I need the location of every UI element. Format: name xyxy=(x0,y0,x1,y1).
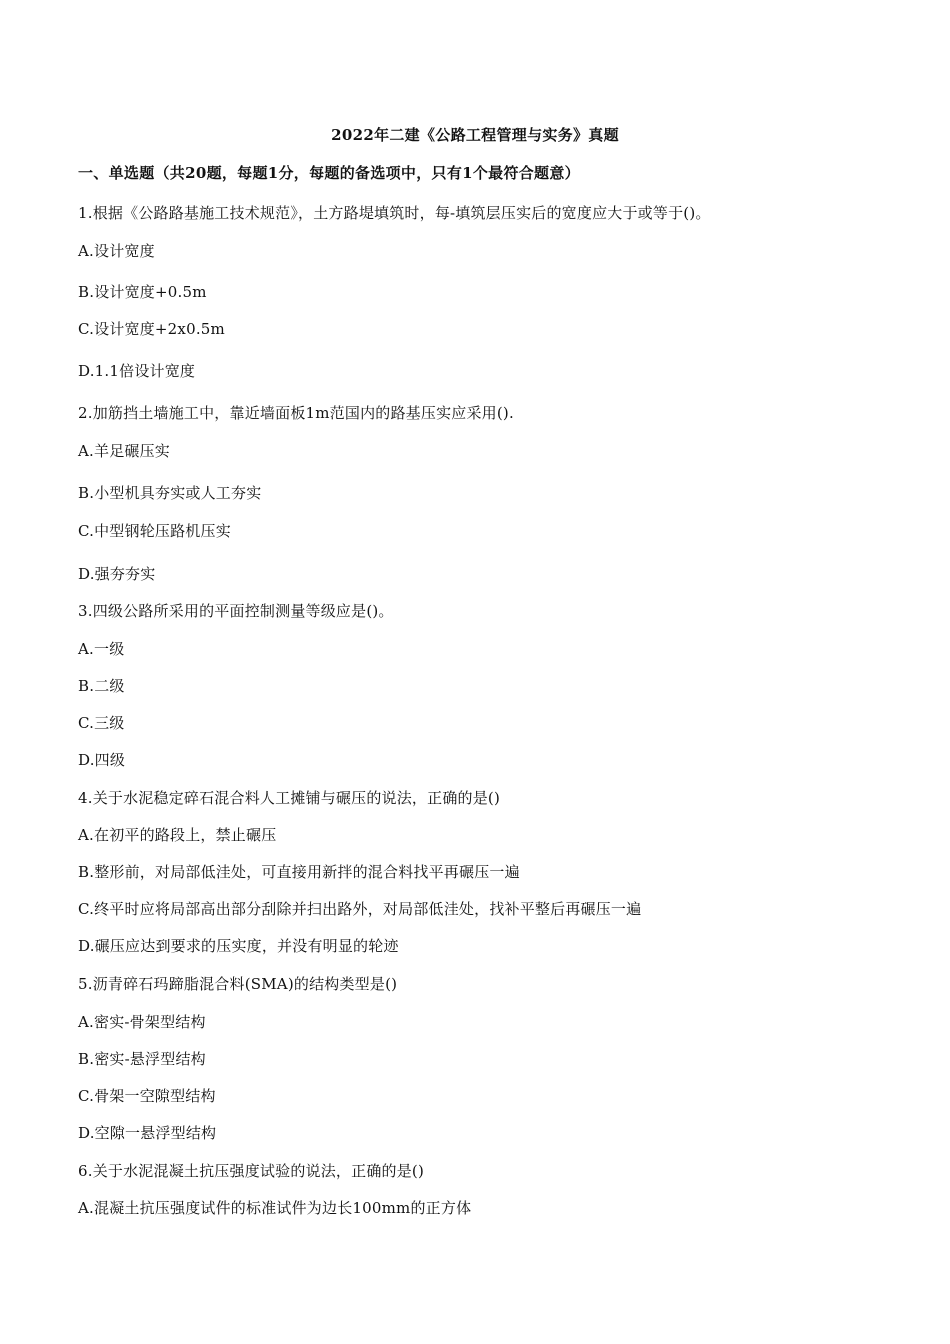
option-line: C.中型钢轮压路机压实 xyxy=(78,522,231,540)
option-line: A.在初平的路段上，禁止碾压 xyxy=(78,826,277,844)
option-line: A.一级 xyxy=(78,640,125,658)
option-line: A.设计宽度 xyxy=(78,242,155,260)
question-5: 5.沥青碎石玛蹄脂混合料(SMA)的结构类型是() xyxy=(78,975,398,993)
option-line: C.三级 xyxy=(78,714,125,732)
question-2: 2.加筋挡土墙施工中，靠近墙面板1m范国内的路基压实应采用(). xyxy=(78,404,514,422)
question-3: 3.四级公路所采用的平面控制测量等级应是()。 xyxy=(78,602,394,620)
question-6: 6.关于水泥混凝土抗压强度试验的说法，正确的是() xyxy=(78,1162,425,1180)
option-line: C.终平时应将局部高出部分刮除并扫出路外，对局部低洼处，找补平整后再碾压一遍 xyxy=(78,900,642,918)
section-heading: 一、单选题（共20题，每题1分，每题的备选项中，只有1个最符合题意） xyxy=(78,164,580,182)
option-line: B.密实-悬浮型结构 xyxy=(78,1050,206,1068)
option-line: B.二级 xyxy=(78,677,125,695)
question-1: 1.根据《公路路基施工技术规范》，土方路堤填筑时，每-填筑层压实后的宽度应大于或等于()。 xyxy=(78,204,711,222)
option-line: A.羊足碾压实 xyxy=(78,442,171,460)
option-line: D.强夯夯实 xyxy=(78,565,156,583)
option-line: C.设计宽度+2x0.5m xyxy=(78,320,225,338)
option-line: D.空隙一悬浮型结构 xyxy=(78,1124,217,1142)
option-line: B.小型机具夯实或人工夯实 xyxy=(78,484,262,502)
question-4: 4.关于水泥稳定碎石混合料人工摊铺与碾压的说法，正确的是() xyxy=(78,789,501,807)
option-line: D.1.1倍设计宽度 xyxy=(78,362,196,380)
option-line: B.设计宽度+0.5m xyxy=(78,283,207,301)
option-line: D.碾压应达到要求的压实度，并没有明显的轮迹 xyxy=(78,937,399,955)
option-line: D.四级 xyxy=(78,751,126,769)
option-line: A.混凝土抗压强度试件的标准试件为边长100mm的正方体 xyxy=(78,1199,472,1217)
option-line: A.密实-骨架型结构 xyxy=(78,1013,206,1031)
document-title: 2022年二建《公路工程管理与实务》真题 xyxy=(331,126,619,144)
option-line: C.骨架一空隙型结构 xyxy=(78,1087,216,1105)
option-line: B.整形前，对局部低洼处，可直接用新拌的混合料找平再碾压一遍 xyxy=(78,863,520,881)
